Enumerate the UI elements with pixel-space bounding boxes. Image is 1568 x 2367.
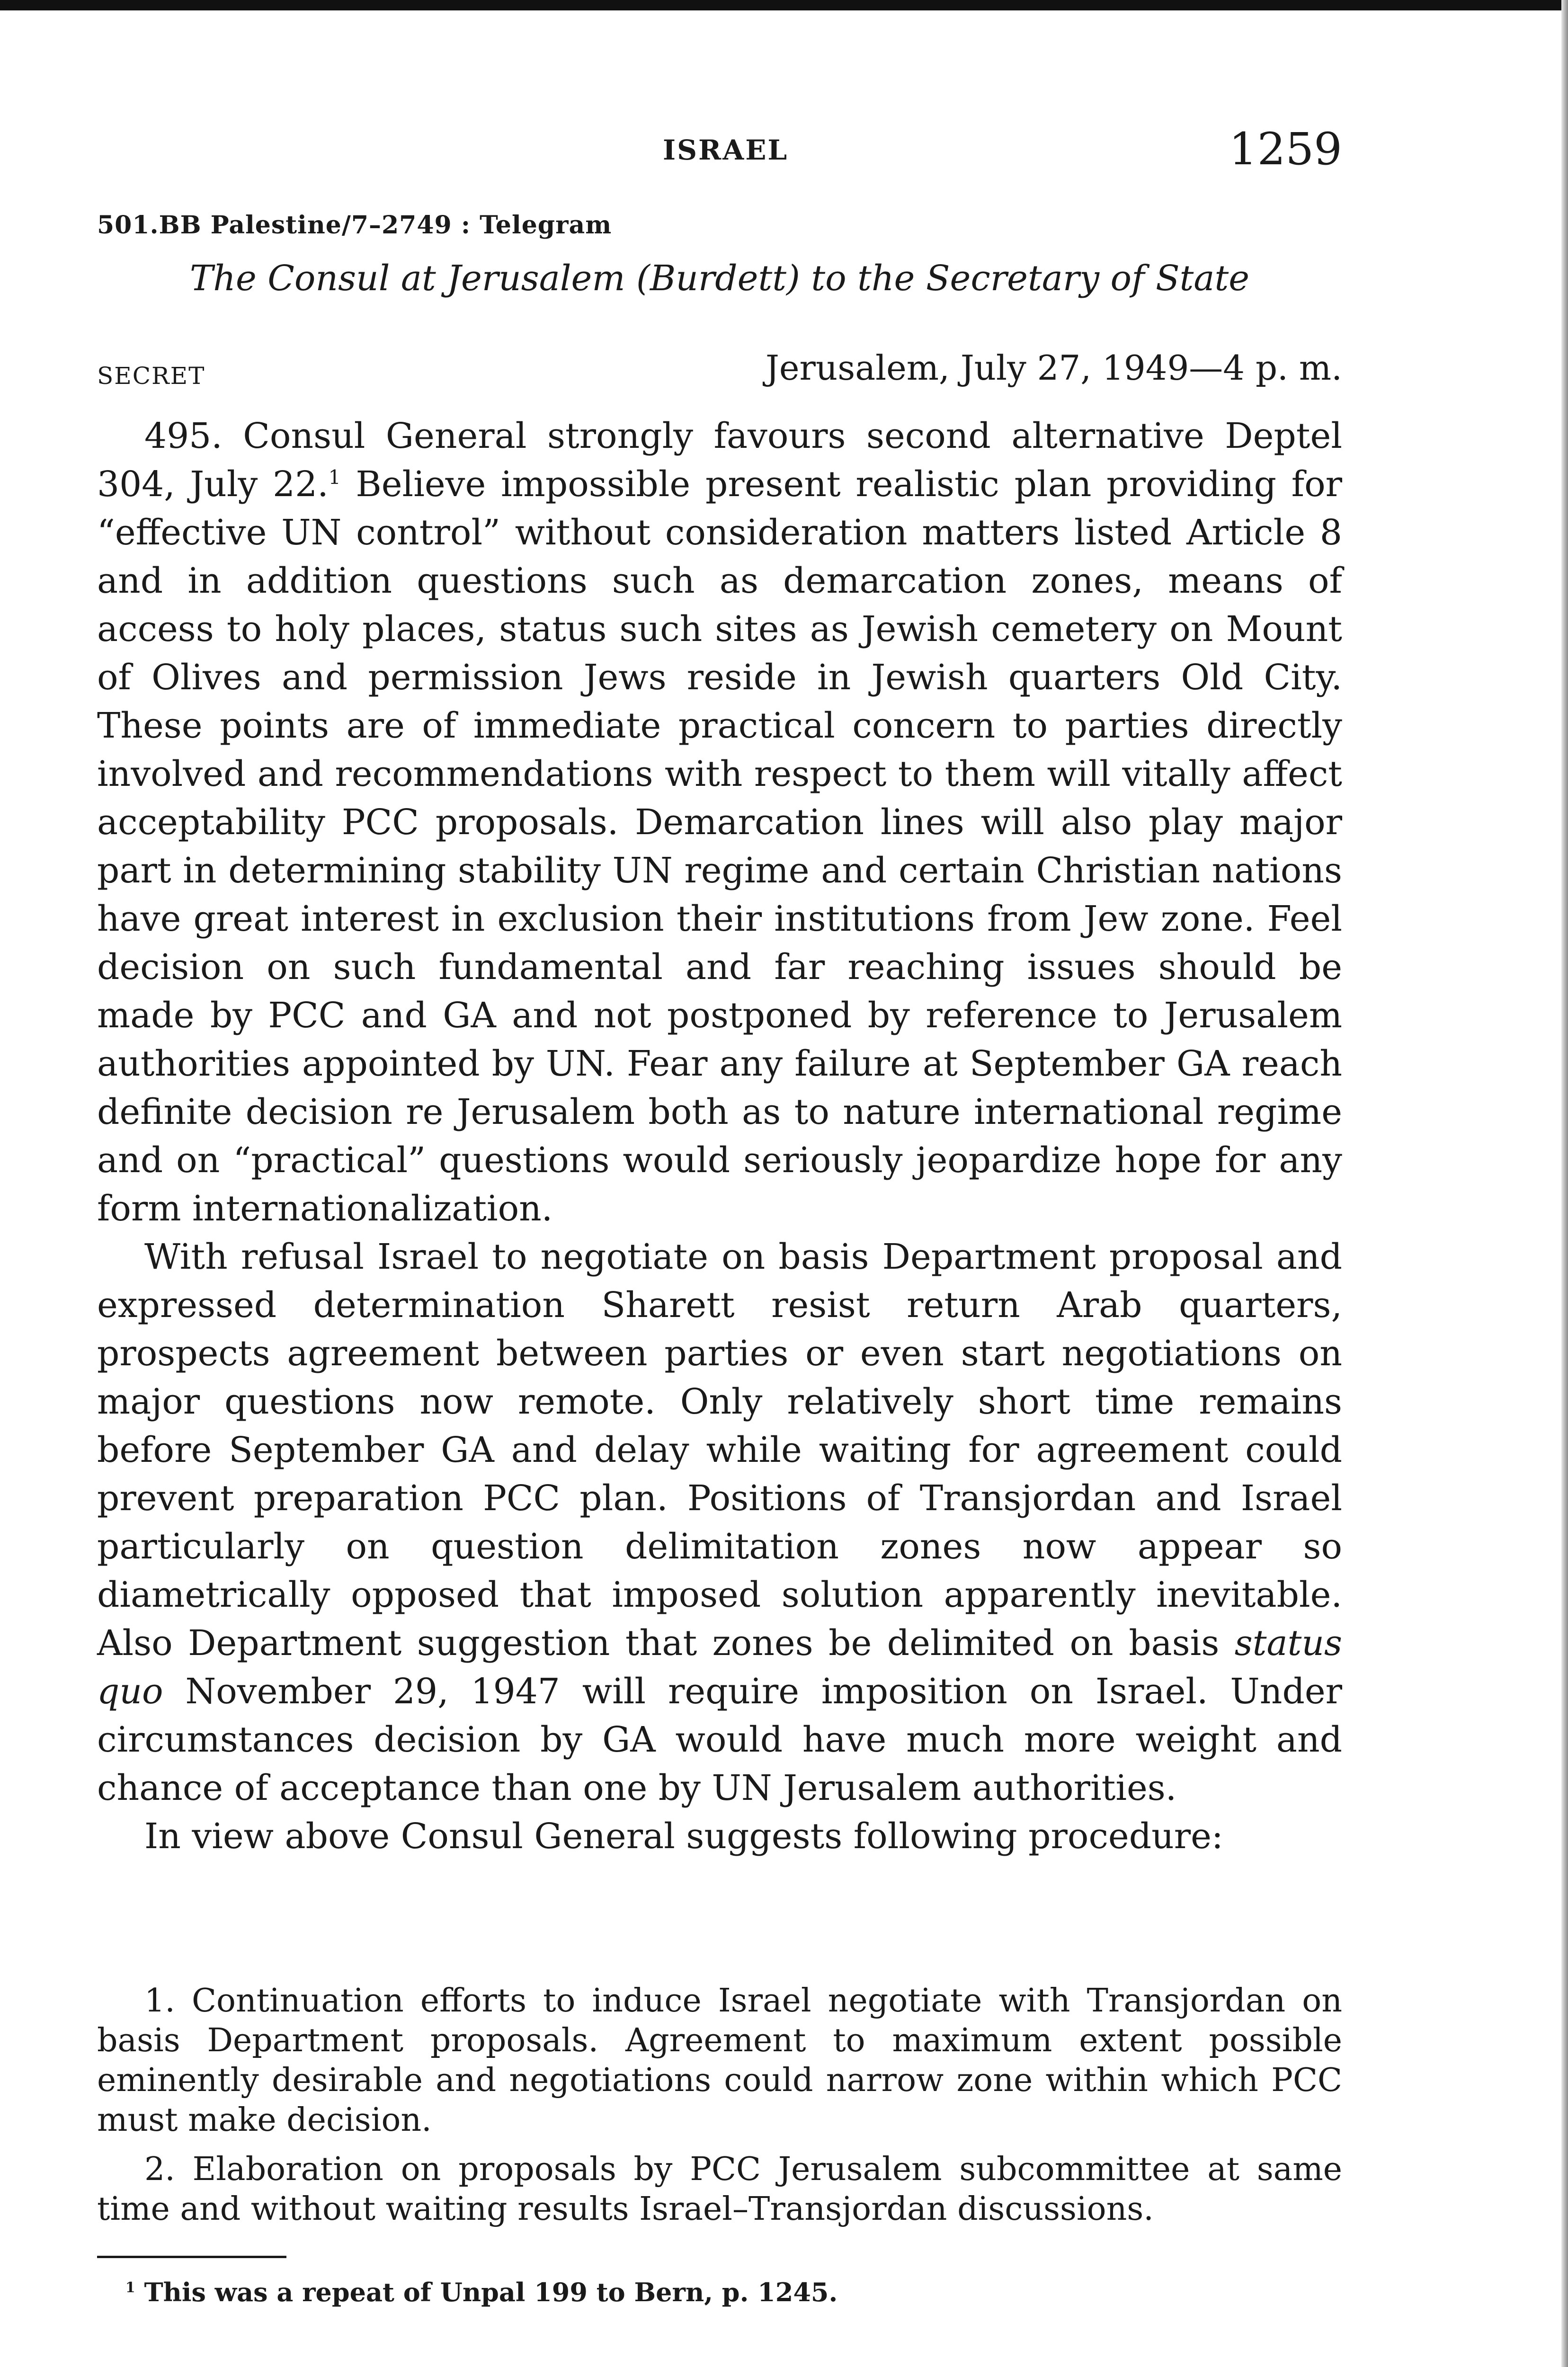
paragraph-3: In view above Consul General suggests following procedure:	[144, 1816, 1223, 1857]
paragraph-1-text-a: 495. Consul General strongly favours second alternative Deptel 304, July 22.	[97, 416, 1342, 505]
dateline: Jerusalem, July 27, 1949—4 p. m.	[766, 348, 1342, 388]
footnote-reference: 1	[328, 466, 341, 489]
paragraph-1	[97, 412, 1342, 1233]
dateline-row	[97, 348, 1342, 395]
classification-label: SECRET	[97, 362, 205, 390]
body-text	[97, 412, 1342, 1860]
footnote-divider	[97, 2256, 286, 2258]
document-title: The Consul at Jerusalem (Burdett) to the Secretary of State	[189, 258, 1250, 299]
list-item: 1. Continuation efforts to induce Israel negotiate with Transjordan on basis Department proposals. Agreement to maximum extent possible eminently desirable and negotiations could narrow zone within which PCC must make decision.	[97, 1982, 1342, 2139]
paragraph-2-text-a: With refusal Israel to negotiate on basis Department proposal and expressed determination Sharett resist return Arab quarters, prospects agreement between parties or even start negotiations on major questions now remote. Only relatively short time remains before September GA and delay while waiting for agreement could prevent preparation PCC plan. Positions of Transjordan and Israel particularly on question delimitation zones now appear so diametrically opposed that imposed solution apparently inevitable. Also Department suggestion that zones be delimited on basis	[97, 1237, 1342, 1664]
footnote-text: This was a repeat of Unpal 199 to Bern, p. 1245.	[144, 2277, 838, 2307]
page-number: 1259	[1229, 124, 1342, 175]
paragraph-1-text-b: Believe impossible present realistic plan providing for “effective UN control” without consideration matters listed Article 8 and in addition questions such as demarcation zones, means of access to holy places, status such sites as Jewish cemetery on Mount of Olives and permission Jews reside in Jewish quarters Old City. These points are of immediate practical concern to parties directly involved and recommendations with respect to them will vitally affect acceptability PCC proposals. Demarcation lines will also play major part in determining stability UN regime and certain Christian nations have great interest in exclusion their institutions from Jew zone. Feel decision on such fundamental and far reaching issues should be made by PCC and GA and not postponed by reference to Jerusalem authorities appointed by UN. Fear any failure at September GA reach definite decision re Jerusalem both as to nature international regime and on “practical” questions would seriously jeopardize hope for any form internationalization.	[97, 464, 1343, 1229]
paragraph-2-text-b: November 29, 1947 will require imposition on Israel. Under circumstances decision by GA would have much more weight and chance of acceptance than one by UN Jerusalem authorities.	[97, 1671, 1342, 1808]
page-content	[97, 121, 1343, 2307]
file-reference: 501.BB Palestine/7–2749 : Telegram	[97, 211, 612, 240]
procedure-list	[97, 1981, 1342, 2239]
running-title: ISRAEL	[663, 134, 789, 166]
list-item: 2. Elaboration on proposals by PCC Jerusalem subcommittee at same time and without waiting results Israel–Transjordan discussions.	[97, 2151, 1342, 2228]
footnote-marker: 1	[125, 2279, 135, 2296]
footnote	[125, 2277, 837, 2307]
scan-edge-shadow	[1561, 0, 1568, 2367]
scan-top-border	[0, 0, 1568, 10]
paragraph-2	[97, 1233, 1342, 1812]
running-head	[97, 121, 1342, 182]
italic-phrase: status quo	[97, 1623, 1342, 1712]
